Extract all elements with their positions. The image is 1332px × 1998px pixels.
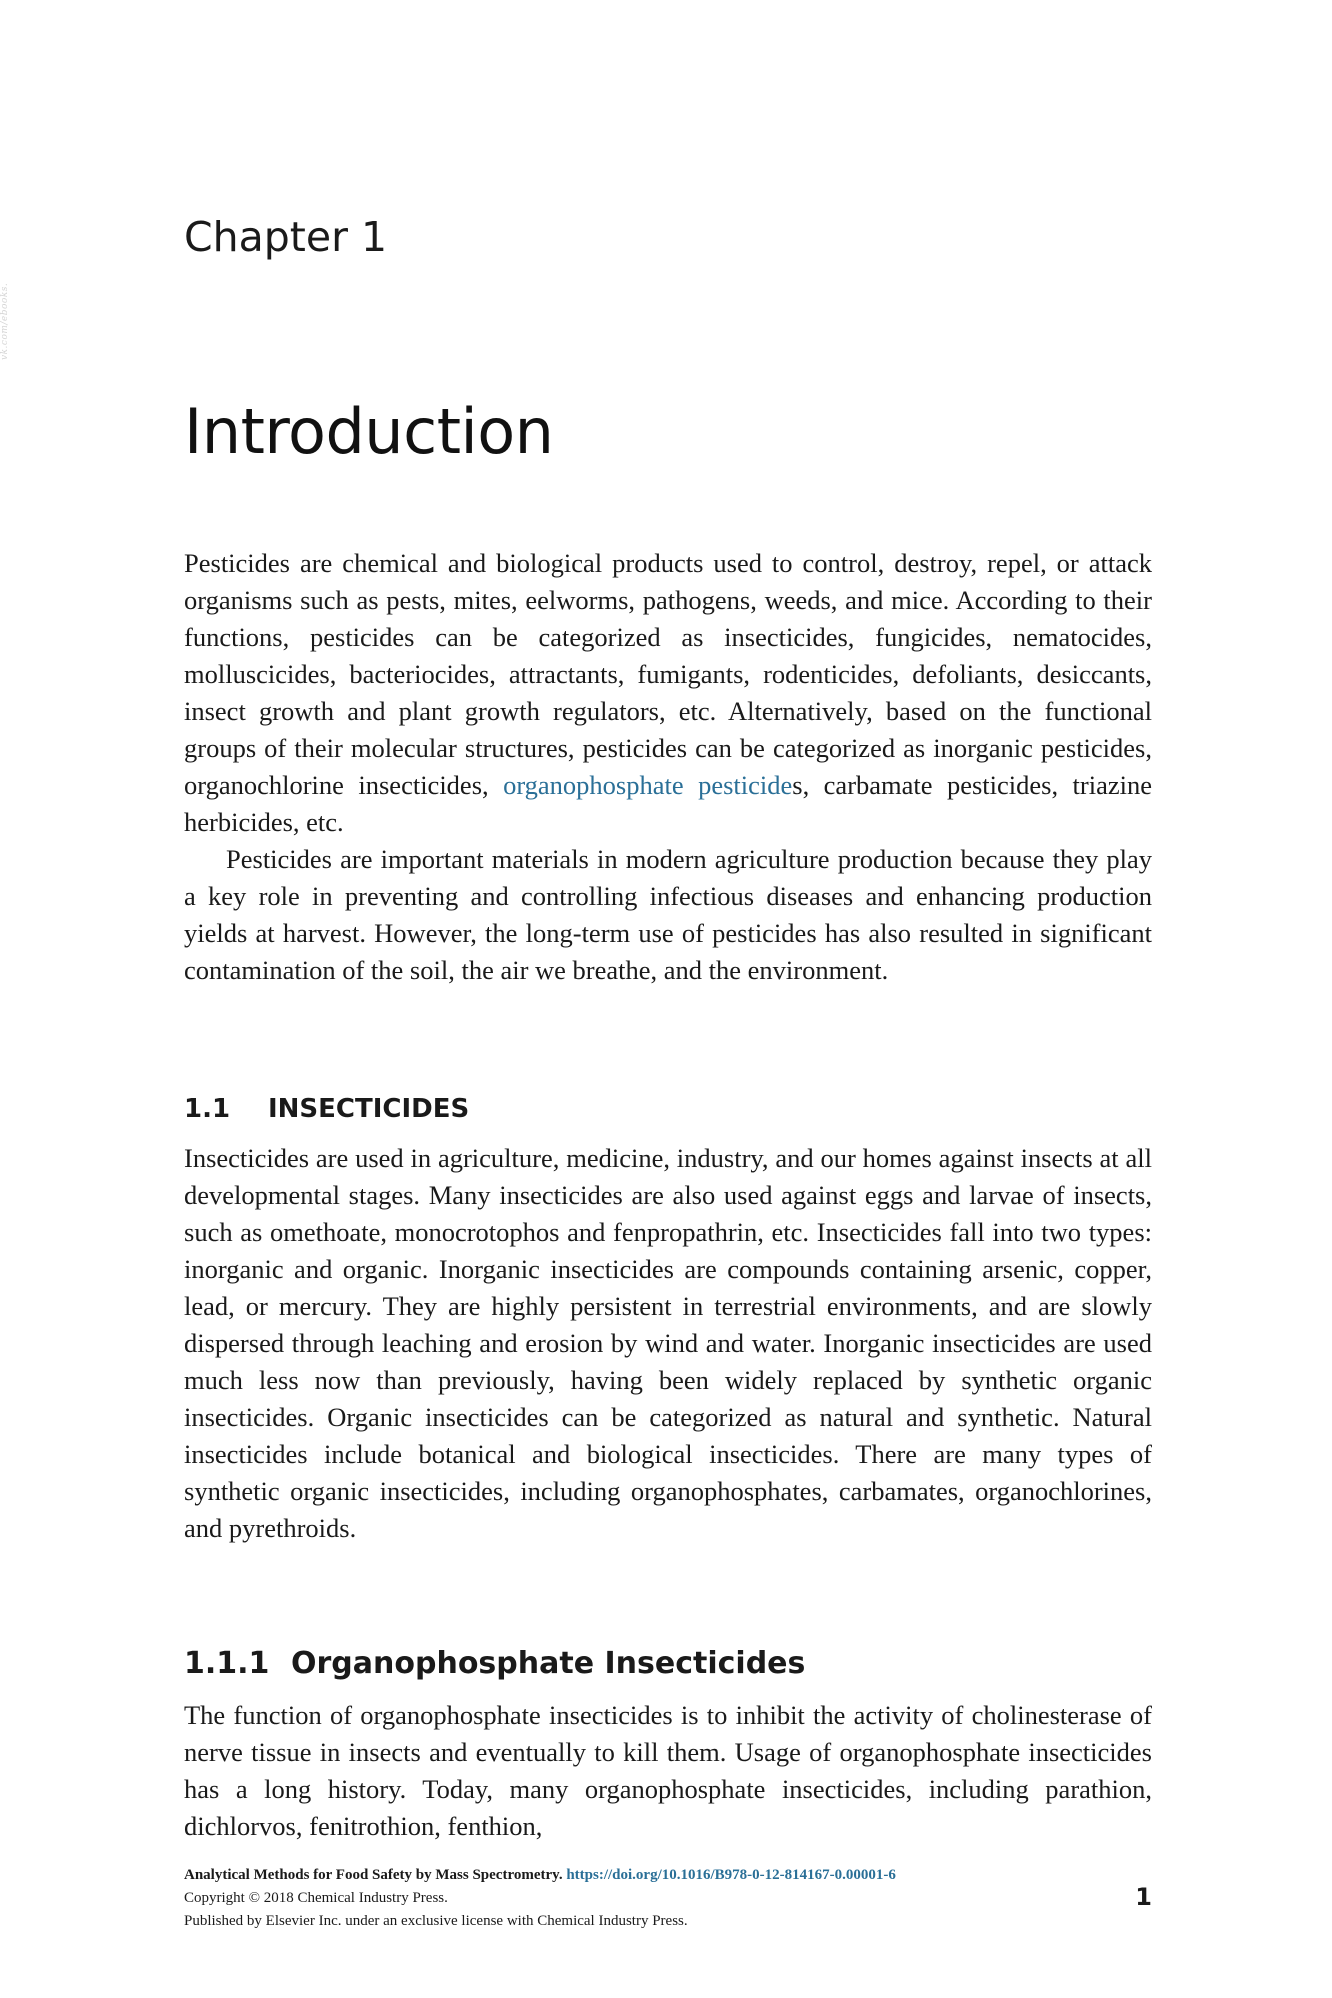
footer-doi-link[interactable]: https://doi.org/10.1016/B978-0-12-814167-0.00001-6 [566,1867,896,1883]
watermark-text: vk.com/ebooks. [0,282,10,360]
footer [184,1864,1152,1933]
intro-paragraph-1 [184,545,1152,841]
chapter-title: Introduction [184,395,554,468]
footer-publisher: Published by Elsevier Inc. under an exclusive license with Chemical Industry Press. [184,1913,688,1929]
footer-book-title: Analytical Methods for Food Safety by Mass Spectrometry. [184,1867,563,1883]
chapter-label: Chapter 1 [184,213,388,261]
section-1-1-paragraph: Insecticides are used in agriculture, medicine, industry, and our homes against insects at all developmental stages. Many insecticides are also used against eggs and larvae of insects, such as omethoate, monocrotophos and fenpropathrin, etc. Insecticides fall into two types: inorganic and organic. Inorganic insecticides are compounds containing arsenic, copper, lead, or mercury. They are highly persistent in terrestrial environments, and are slowly dispersed through leaching and erosion by wind and water. Inorganic insecticides are used much less now than previously, having been widely replaced by synthetic organic insecticides. Organic insecticides can be categorized as natural and synthetic. Natural insecticides include botanical and biological insecticides. There are many types of synthetic organic insecticides, including organophosphates, carbamates, organochlorines, and pyrethroids. [184,1143,1152,1543]
section-1-1-title: INSECTICIDES [268,1094,470,1124]
intro-section [184,545,1152,989]
section-1-1-1-heading [184,1647,1152,1681]
organophosphate-pesticide-link[interactable]: organophosphate pesticide [503,770,793,800]
section-1-1-1-number: 1.1.1 [184,1646,270,1681]
footer-copyright: Copyright © 2018 Chemical Industry Press. [184,1890,448,1906]
intro-paragraph-1-text-a: Pesticides are chemical and biological products used to control, destroy, repel, or attack organisms such as pests, mites, eelworms, pathogens, weeds, and mice. According to their functions, pesticides can be categorized as insecticides, fungicides, nematocides, molluscicides, bacteriocides, attractants, fumigants, rodenticides, defoliants, desiccants, insect growth and plant growth regulators, etc. Alternatively, based on the functional groups of their molecular structures, pesticides can be categorized as inorganic pesticides, organochlorine insecticides, [184,548,1152,800]
section-1-1-heading [184,1092,1152,1126]
section-1-1 [184,1092,1152,1547]
footer-citation-line [184,1864,1152,1887]
page-number: 1 [1135,1883,1152,1911]
section-1-1-1 [184,1647,1152,1845]
intro-paragraph-1-text-b: s, carbamate pesticides, triazine herbicides, etc. [184,770,1152,837]
section-1-1-1-paragraph: The function of organophosphate insecticides is to inhibit the activity of cholinesterase of nerve tissue in insects and eventually to kill them. Usage of organophosphate insecticides has a long history. Today, many organophosphate insecticides, including parathion, dichlorvos, fenitrothion, fenthion, [184,1700,1152,1841]
section-1-1-number: 1.1 [184,1094,231,1124]
section-1-1-1-title: Organophosphate Insecticides [291,1646,806,1681]
intro-paragraph-2: Pesticides are important materials in modern agriculture production because they play a key role in preventing and controlling infectious diseases and enhancing production yields at harvest. However, the long-term use of pesticides has also resulted in significant contamination of the soil, the air we breathe, and the environment. [184,844,1152,985]
